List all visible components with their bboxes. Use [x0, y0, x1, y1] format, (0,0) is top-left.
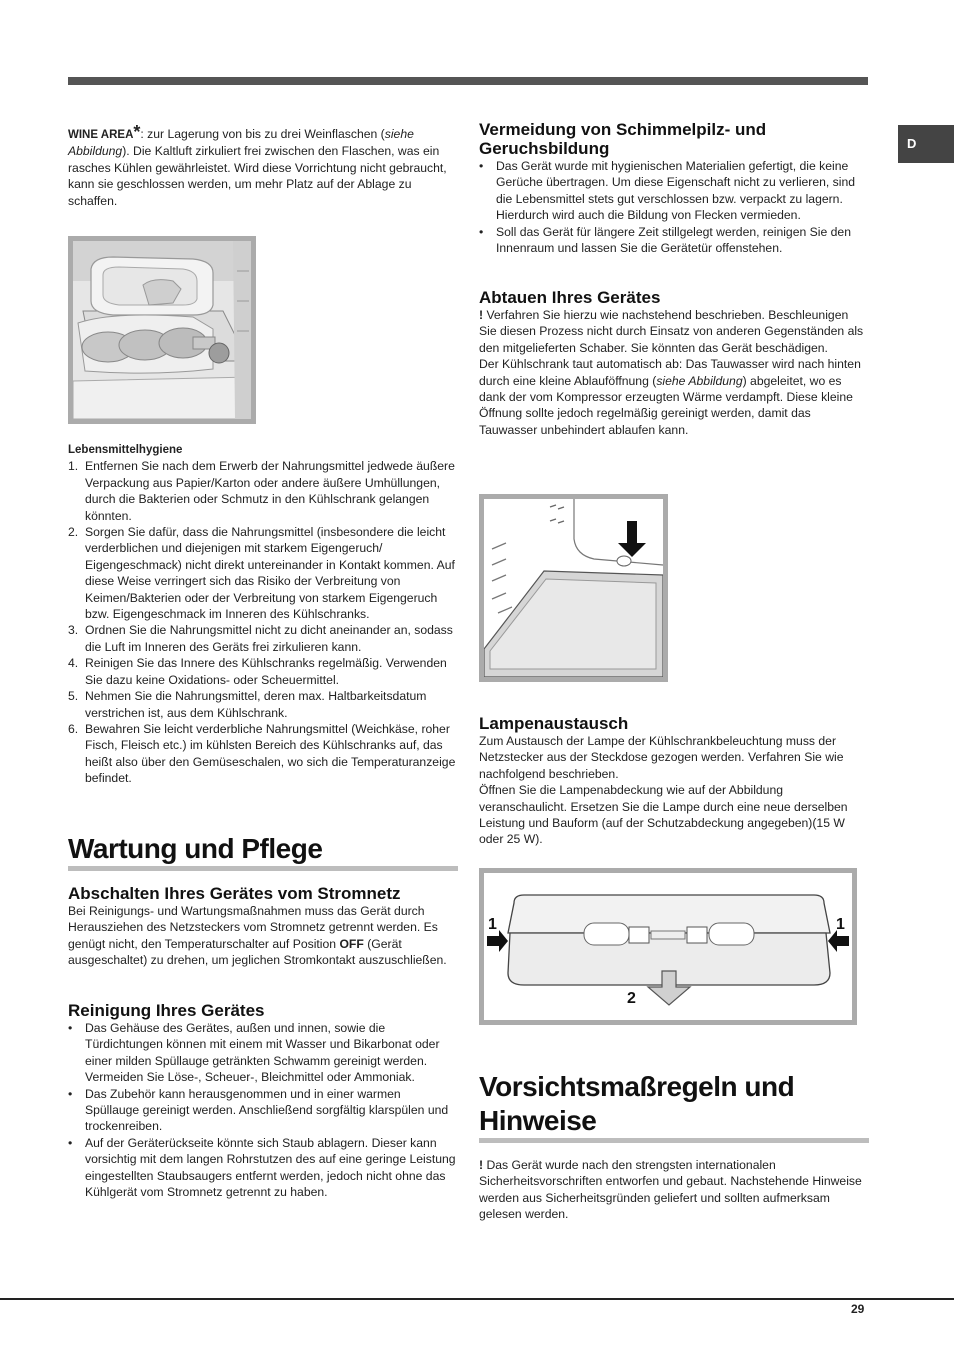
power-section	[68, 884, 458, 969]
mold-list	[479, 158, 869, 256]
hygiene-list	[68, 458, 458, 786]
heading-rule	[479, 1138, 869, 1143]
list-item: 3. Ordnen Sie die Nahrungsmittel nicht zu dicht aneinander an, sodass die Luft im Inneren des Geräts frei zirkulieren kann.	[68, 623, 453, 654]
figure-label-2: 2	[627, 990, 636, 1007]
lamp-cover-illustration	[484, 873, 852, 1020]
wine-area-label: WINE AREA	[68, 129, 134, 141]
figure-label-1-left: 1	[488, 916, 497, 933]
lamp-section	[479, 714, 869, 848]
wine-rack-illustration	[73, 241, 251, 419]
list-item: • Soll das Gerät für längere Zeit stillgelegt werden, reinigen Sie den Innenraum und lassen Sie die Gerätetür offenstehen.	[479, 224, 851, 256]
mold-section	[479, 120, 869, 256]
figure-label-1-right: 1	[836, 916, 845, 933]
lamp-title: Lampenaustausch	[479, 714, 629, 733]
list-item: 4. Reinigen Sie das Innere des Kühlschranks regelmäßig. Verwenden Sie dazu keine Oxidations- oder Scheuermittel.	[68, 656, 447, 687]
power-title: Abschalten Ihres Gerätes vom Stromnetz	[68, 884, 401, 903]
safety-heading-block	[479, 1070, 869, 1143]
list-item: 1. Entfernen Sie nach dem Erwerb der Nahrungsmittel jedwede äußere Verpackung aus Papier/Karton oder andere äußere Umhüllungen, durch die Bakterien oder Schmutz in den Kühlschrank gelangen könnten.	[68, 459, 455, 523]
lamp-text-1: Zum Austausch der Lampe der Kühlschrankbeleuchtung muss der Netzstecker aus der Steckdose gezogen werden. Verfahren Sie wie nachfolgend beschrieben.	[479, 734, 844, 781]
safety-text: ! Das Gerät wurde nach den strengsten internationalen Sicherheitsvorschriften entworfen und gebaut. Nachstehende Hinweise werden aus Sicherheitsgründen geliefert und sollten aufmerksam gelesen werden.	[479, 1158, 862, 1222]
power-text: Bei Reinigungs- und Wartungsmaßnahmen muss das Gerät durch Herausziehen des Netzsteckers vom Stromnetz getrennt werden. Es genügt nicht, den Temperaturschalter auf Position OFF (Gerät ausgeschaltet) zu drehen, um jeglichen Stromkontakt auszuschließen.	[68, 904, 447, 968]
page-number: 29	[851, 1302, 865, 1316]
lamp-text-2: Öffnen Sie die Lampenabdeckung wie auf der Abbildung veranschaulicht. Ersetzen Sie die Lampe durch eine neue derselben Leistung und Bauform (auf der Schutzabdeckung angegeben)(15 W oder 25 W).	[479, 783, 848, 847]
warning-mark: !	[479, 308, 484, 322]
list-item: • Das Gerät wurde mit hygienischen Materialien gefertigt, die keine Gerüche übertragen. Um diese Eigenschaft nicht zu verlieren, sind die Lebensmittel stets gut verschlossen bzw. verpackt zu lagern. Hierdurch wird auch die Bildung von Flecken vermieden.	[479, 159, 856, 223]
footnote-star: *	[133, 122, 141, 142]
top-rule	[68, 77, 868, 85]
defrost-text-1: ! Verfahren Sie hierzu wie nachstehend beschrieben. Beschleunigen Sie diesen Prozess nicht durch Einsatz von anderen Gegenständen als den mitgelieferten Schaber. Sie könnten das Gerät beschädigen.	[479, 308, 864, 355]
mold-title: Vermeidung von Schimmelpilz- und Geruchsbildung	[479, 120, 767, 158]
cleaning-title: Reinigung Ihres Gerätes	[68, 1001, 265, 1020]
defrost-title: Abtauen Ihres Gerätes	[479, 288, 661, 307]
defrost-section	[479, 288, 869, 438]
warning-mark: !	[479, 1158, 484, 1172]
list-item: • Auf der Geräterückseite könnte sich Staub ablagern. Dieser kann vorsichtig mit dem langen Rohrstutzen des auf eine geringe Leistung eingestellten Staubsaugers entfernt werden, jedoch nicht ohne das Kühlgerät vom Stromnetz getrennt zu haben.	[68, 1135, 456, 1200]
drain-hole-illustration	[484, 499, 663, 677]
wine-area-figure	[68, 236, 256, 424]
cleaning-list	[68, 1020, 458, 1200]
hygiene-title: Lebensmittelhygiene	[68, 444, 183, 456]
defrost-text-2: Der Kühlschrank taut automatisch ab: Das Tauwasser wird nach hinten durch eine kleine Ablauföffnung (siehe Abbildung) abgeleitet, wo es dank der vom Kompressor erzeugten Wärme verdampft. Diese kleine Öffnung sollte jedoch regelmäßig gereinigt werden, damit das Tauwasser unbehindert ablaufen kann.	[479, 357, 861, 437]
language-tab: D	[898, 125, 954, 163]
maintenance-heading-block	[68, 832, 458, 871]
cleaning-section	[68, 1001, 458, 1200]
lamp-figure	[479, 868, 857, 1025]
bottom-rule	[0, 1298, 954, 1300]
safety-title: Vorsichtsmaßregeln und Hinweise	[479, 1071, 795, 1136]
maintenance-title: Wartung und Pflege	[68, 833, 323, 864]
list-item: 2. Sorgen Sie dafür, dass die Nahrungsmittel (insbesondere die leicht verderblichen und diejenigen mit starkem Eigengeruch/ Eigengeschmack) nicht direkt untereinander in Kontakt kommen. Auf diese Weise verringert sich das Risiko der Verbreitung von Keimen/Bakterien oder der Verbreitung von starkem Eigengeruch bzw. Eigengeschmack im Inneren des Kühlschranks.	[68, 525, 455, 622]
hygiene-section	[68, 442, 458, 787]
list-item: 5. Nehmen Sie die Nahrungsmittel, deren max. Haltbarkeitsdatum verstrichen ist, aus dem Kühlschrank.	[68, 689, 427, 720]
list-item: 6. Bewahren Sie leicht verderbliche Nahrungsmittel (Weichkäse, roher Fisch, Fleisch etc.) im kühlsten Bereich des Kühlschranks auf, das heißt also über den Gemüseschalen, wo sich die Temperaturanzeige befindet.	[68, 721, 456, 786]
list-item: • Das Gehäuse des Gerätes, außen und innen, sowie die Türdichtungen können mit einem mit Wasser und Bikarbonat oder einer milden Spüllauge getränkten Schwamm gereinigt werden. Vermeiden Sie Löse-, Scheuer-, Bleichmittel oder Ammoniak.	[68, 1021, 440, 1085]
list-item: • Das Zubehör kann herausgenommen und in einer warmen Spüllauge gereinigt werden. Anschließend sorgfältig klarspülen und trockenreiben.	[68, 1086, 449, 1134]
wine-area-paragraph: WINE AREA*: zur Lagerung von bis zu drei Weinflaschen (siehe Abbildung). Die Kaltluft zirkuliert frei zwischen den Flaschen, was ein rasches Kühlen gewährleistet. Wird diese Vorrichtung nicht gebraucht, kann sie geschlossen werden, um mehr Platz auf der Ablage zu schaffen.	[68, 122, 447, 208]
defrost-figure	[479, 494, 668, 682]
heading-rule	[68, 866, 458, 871]
